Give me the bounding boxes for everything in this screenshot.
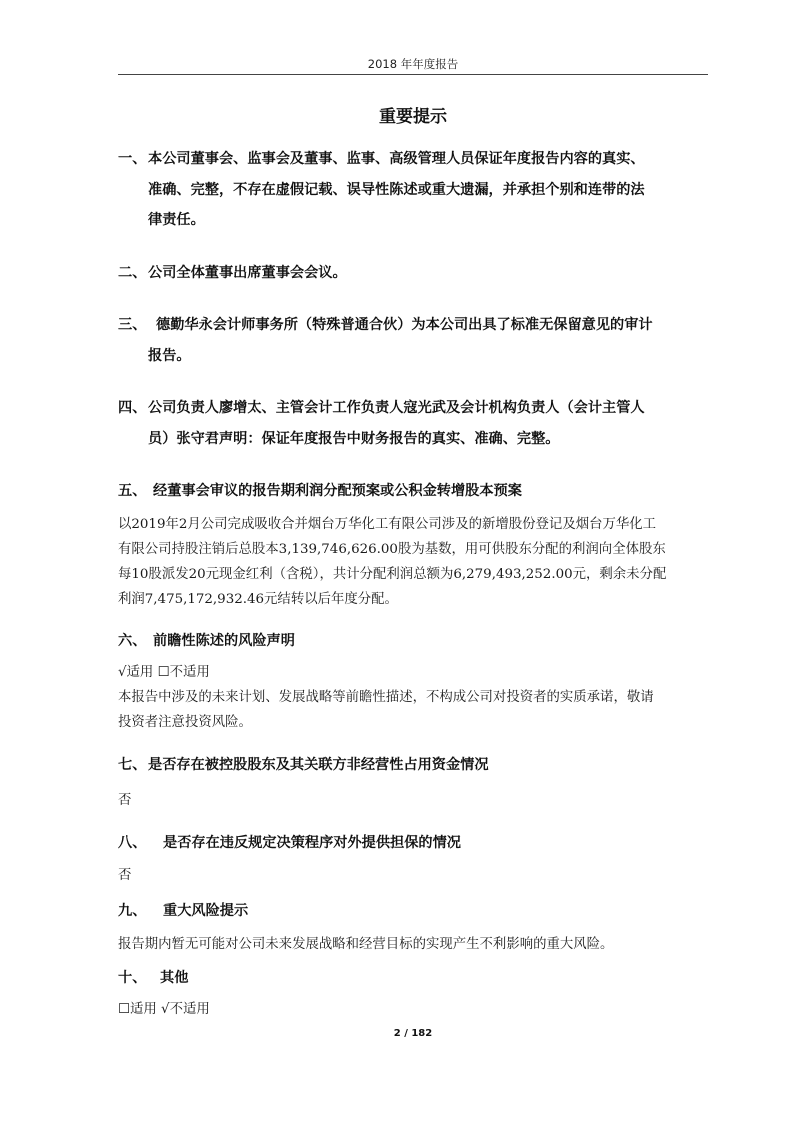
section-10-number: 十、 <box>118 970 147 986</box>
section-9-body: 报告期内暂无可能对公司未来发展战略和经营目标的实现产生不利影响的重大风险。 <box>118 937 614 952</box>
section-1-line-2: 准确、完整，不存在虚假记载、误导性陈述或重大遗漏，并承担个别和连带的法 <box>148 182 645 198</box>
section-5-heading: 经董事会审议的报告期利润分配预案或公积金转增股本预案 <box>153 483 522 499</box>
section-1-line-1: 本公司董事会、监事会及董事、监事、高级管理人员保证年度报告内容的真实、 <box>148 151 645 167</box>
section-7-number: 七、 <box>118 757 147 773</box>
section-7-heading: 是否存在被控股股东及其关联方非经营性占用资金情况 <box>148 757 489 773</box>
section-4-line-2: 员）张守君声明：保证年度报告中财务报告的真实、准确、完整。 <box>148 431 560 447</box>
section-6-applicability-checkbox: √适用 ☐不适用 <box>118 665 210 680</box>
section-7-body: 否 <box>118 793 132 808</box>
section-9-heading: 重大风险提示 <box>163 903 249 919</box>
section-6-body-line-2: 投资者注意投资风险。 <box>118 715 252 730</box>
section-3-number: 三、 <box>118 317 147 333</box>
section-4-line-1: 公司负责人廖增太、主管会计工作负责人寇光武及会计机构负责人（会计主管人 <box>148 400 645 416</box>
section-1-number: 一、 <box>118 151 147 167</box>
section-8-body: 否 <box>118 868 132 883</box>
section-5-number: 五、 <box>118 483 147 499</box>
section-8-heading: 是否存在违反规定决策程序对外提供担保的情况 <box>163 835 461 851</box>
section-5-body-line-4: 利润7,475,172,932.46元结转以后年度分配。 <box>118 592 398 607</box>
page-number: 2 / 182 <box>393 1028 433 1039</box>
section-5-body-line-1: 以2019年2月公司完成吸收合并烟台万华化工有限公司涉及的新增股份登记及烟台万华化工 <box>118 517 657 532</box>
section-6-number: 六、 <box>118 633 147 649</box>
section-3-line-1: 德勤华永会计师事务所（特殊普通合伙）为本公司出具了标准无保留意见的审计 <box>156 317 653 333</box>
section-5-body-line-2: 有限公司持股注销后总股本3,139,746,626.00股为基数，用可供股东分配的利润向全体股东 <box>118 542 666 557</box>
header-divider <box>118 74 708 75</box>
section-9-number: 九、 <box>118 903 147 919</box>
section-6-body-line-1: 本报告中涉及的未来计划、发展战略等前瞻性描述，不构成公司对投资者的实质承诺，敬请 <box>118 690 654 705</box>
section-10-heading: 其他 <box>160 970 189 986</box>
section-5-body-line-3: 每10股派发20元现金红利（含税），共计分配利润总额为6,279,493,252.00元，剩余未分配 <box>118 567 667 582</box>
section-1-line-3: 律责任。 <box>148 212 205 228</box>
page-title: 重要提示 <box>379 107 447 127</box>
running-header: 2018 年年度报告 <box>367 57 459 71</box>
section-4-number: 四、 <box>118 400 147 416</box>
section-3-line-2: 报告。 <box>148 348 191 364</box>
section-8-number: 八、 <box>118 835 147 851</box>
section-2-number: 二、 <box>118 265 147 281</box>
section-6-heading: 前瞻性陈述的风险声明 <box>153 633 295 649</box>
section-10-applicability-checkbox: ☐适用 √不适用 <box>118 1002 210 1017</box>
section-2-line-1: 公司全体董事出席董事会会议。 <box>148 265 347 281</box>
